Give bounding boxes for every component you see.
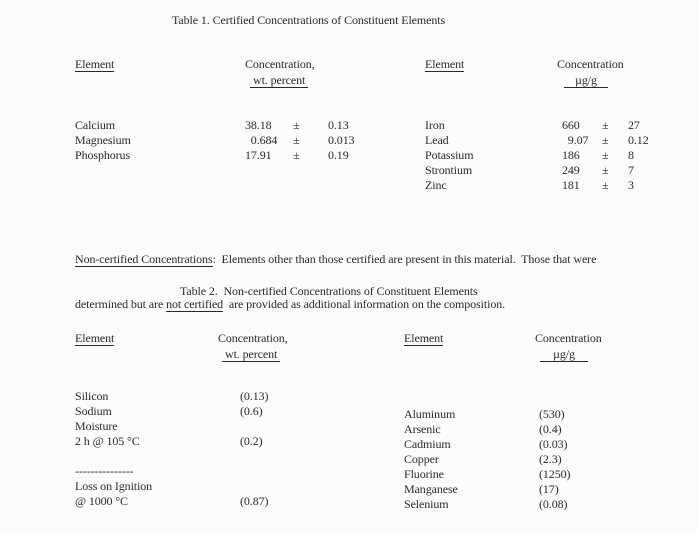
- table1-column-header-element-right: [425, 57, 464, 72]
- concentration-value: (1250): [539, 467, 571, 481]
- element-name: Aluminum: [404, 407, 456, 421]
- element-name: Cadmium: [404, 437, 451, 451]
- element-name: Strontium: [425, 163, 473, 177]
- note-line-1: [75, 252, 655, 267]
- plus-minus-sign: ±: [293, 118, 300, 132]
- element-name: Fluorine: [404, 467, 444, 481]
- note-underlined-lead: Non-certified Concentrations: [75, 252, 213, 266]
- table1-title: Table 1. Certified Concentrations of Constituent Elements: [172, 13, 446, 27]
- element-name: Phosphorus: [75, 148, 131, 162]
- element-name: Loss on Ignition: [75, 479, 153, 493]
- table1-column-header-concentration-left-line2: [250, 73, 308, 88]
- concentration-value: 0.684: [245, 133, 278, 147]
- table2-column-header-element-left: [75, 331, 114, 346]
- header-label: Element: [75, 331, 115, 345]
- concentration-value: (0.87): [240, 494, 269, 508]
- note-underlined-phrase: not certified: [166, 297, 224, 311]
- concentration-value: 249: [562, 163, 580, 177]
- element-name: Zinc: [425, 178, 447, 192]
- element-name: Silicon: [75, 389, 109, 403]
- concentration-value: 38.18: [245, 118, 272, 132]
- uncertainty-value: 8: [628, 148, 634, 162]
- element-name: Moisture: [75, 419, 118, 433]
- uncertainty-value: 0.12: [628, 133, 649, 147]
- header-label: Element: [404, 331, 444, 345]
- table2-column-header-concentration-right-line2: [540, 347, 588, 362]
- note-text: determined but are: [75, 297, 167, 311]
- concentration-value: (530): [539, 407, 565, 421]
- header-label: Element: [425, 57, 465, 71]
- element-name: Potassium: [425, 148, 474, 162]
- concentration-value: (0.08): [539, 497, 568, 511]
- table1-column-header-concentration-left-line1: Concentration,: [245, 57, 315, 71]
- table1-column-header-element-left: [75, 57, 114, 72]
- plus-minus-sign: ±: [293, 133, 300, 147]
- plus-minus-sign: ±: [602, 148, 609, 162]
- element-name: Manganese: [404, 482, 458, 496]
- uncertainty-value: 0.13: [328, 118, 349, 132]
- element-name: Copper: [404, 452, 439, 466]
- table1-column-header-concentration-right-line1: Concentration: [557, 57, 624, 71]
- table2-column-header-concentration-left-line1: Concentration,: [218, 331, 288, 345]
- table1-column-header-concentration-right-line2: [564, 73, 608, 88]
- uncertainty-value: 0.013: [328, 133, 355, 147]
- element-name: Lead: [425, 133, 449, 147]
- table2-column-header-element-right: [404, 331, 443, 346]
- note-text: : Elements other than those certified are present in this material. Those that were: [212, 252, 597, 266]
- element-name: Arsenic: [404, 422, 441, 436]
- element-name: @ 1000 °C: [75, 494, 128, 508]
- divider-dashes: ---------------: [75, 464, 134, 478]
- concentration-value: (17): [539, 482, 559, 496]
- concentration-value: (0.03): [539, 437, 568, 451]
- element-name: Selenium: [404, 497, 449, 511]
- element-name: Sodium: [75, 404, 112, 418]
- concentration-value: (0.4): [539, 422, 562, 436]
- plus-minus-sign: ±: [602, 133, 609, 147]
- plus-minus-sign: ±: [293, 148, 300, 162]
- uncertainty-value: 27: [628, 118, 640, 132]
- non-certified-note: [75, 222, 655, 342]
- concentration-value: 17.91: [245, 148, 272, 162]
- plus-minus-sign: ±: [602, 178, 609, 192]
- table2-column-header-concentration-right-line1: Concentration: [535, 331, 602, 345]
- concentration-value: 9.07: [562, 133, 589, 147]
- table2-title: Table 2. Non-certified Concentrations of Constituent Elements: [180, 284, 478, 298]
- concentration-value: 660: [562, 118, 580, 132]
- element-name: Magnesium: [75, 133, 131, 147]
- plus-minus-sign: ±: [602, 118, 609, 132]
- uncertainty-value: 3: [628, 178, 634, 192]
- concentration-value: (2.3): [539, 452, 562, 466]
- concentration-value: (0.6): [240, 404, 263, 418]
- plus-minus-sign: ±: [602, 163, 609, 177]
- header-label: µg/g: [564, 73, 608, 88]
- header-label: wt. percent: [250, 73, 308, 88]
- element-name: Iron: [425, 118, 445, 132]
- concentration-value: 181: [562, 178, 580, 192]
- note-line-2: [75, 297, 655, 312]
- concentration-value: 186: [562, 148, 580, 162]
- element-name: 2 h @ 105 °C: [75, 434, 140, 448]
- note-text: are provided as additional information on the composition.: [223, 297, 506, 311]
- concentration-value: (0.2): [240, 434, 263, 448]
- uncertainty-value: 0.19: [328, 148, 349, 162]
- table2-column-header-concentration-left-line2: [222, 347, 280, 362]
- uncertainty-value: 7: [628, 163, 634, 177]
- concentration-value: (0.13): [240, 389, 269, 403]
- element-name: Calcium: [75, 118, 115, 132]
- header-label: µg/g: [540, 347, 588, 362]
- header-label: Element: [75, 57, 115, 71]
- header-label: wt. percent: [222, 347, 280, 362]
